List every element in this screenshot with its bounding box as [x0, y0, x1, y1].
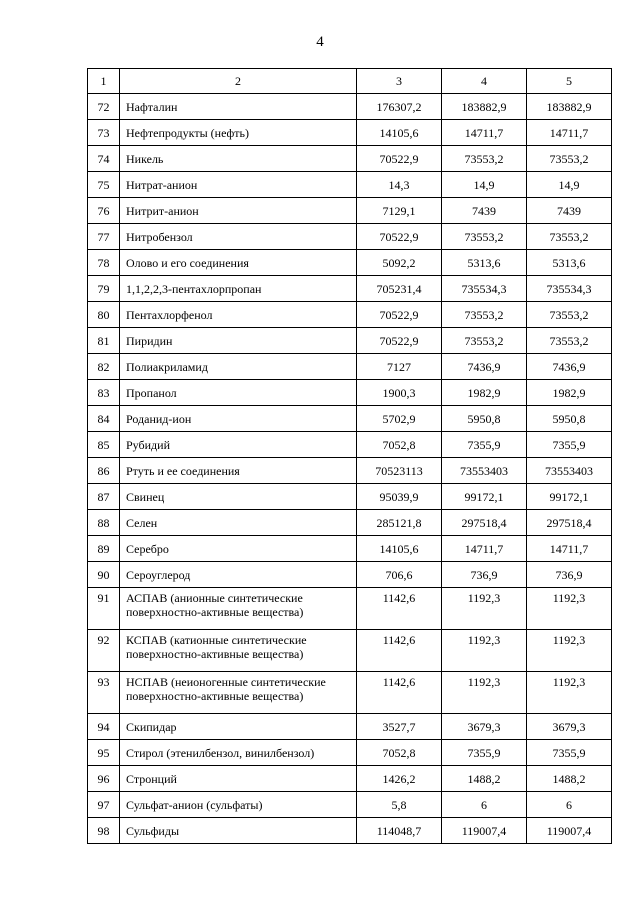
substance-name: Олово и его соединения: [120, 250, 357, 276]
substance-name: Сульфат-анион (сульфаты): [120, 792, 357, 818]
table-row: [88, 630, 612, 672]
value-col5: 14,9: [527, 172, 612, 198]
value-col3: 70522,9: [357, 302, 442, 328]
value-col4: 5313,6: [442, 250, 527, 276]
substance-name: Стронций: [120, 766, 357, 792]
value-col3: 1142,6: [357, 630, 442, 672]
value-col5: 7436,9: [527, 354, 612, 380]
row-number: 89: [88, 536, 120, 562]
value-col4: 1192,3: [442, 630, 527, 672]
value-col3: 176307,2: [357, 94, 442, 120]
substance-name: Полиакриламид: [120, 354, 357, 380]
table-row: [88, 276, 612, 302]
value-col3: 114048,7: [357, 818, 442, 844]
value-col4: 735534,3: [442, 276, 527, 302]
substance-name: Нафталин: [120, 94, 357, 120]
row-number: 82: [88, 354, 120, 380]
row-number: 85: [88, 432, 120, 458]
header-cell-1: 1: [88, 69, 120, 94]
substance-name: Нитрат-анион: [120, 172, 357, 198]
header-cell-4: 4: [442, 69, 527, 94]
substance-name: НСПАВ (неионогенные синтетические поверхностно-активные вещества): [120, 672, 357, 714]
row-number: 95: [88, 740, 120, 766]
value-col5: 99172,1: [527, 484, 612, 510]
value-col4: 3679,3: [442, 714, 527, 740]
value-col3: 7052,8: [357, 740, 442, 766]
row-number: 77: [88, 224, 120, 250]
substance-name: Стирол (этенилбензол, винилбензол): [120, 740, 357, 766]
value-col5: 5950,8: [527, 406, 612, 432]
row-number: 73: [88, 120, 120, 146]
header-cell-3: 3: [357, 69, 442, 94]
table-row: [88, 766, 612, 792]
value-col5: 119007,4: [527, 818, 612, 844]
value-col4: 6: [442, 792, 527, 818]
table-row: [88, 172, 612, 198]
table-row: [88, 94, 612, 120]
value-col3: 70523113: [357, 458, 442, 484]
value-col5: 1488,2: [527, 766, 612, 792]
substance-name: Нитрит-анион: [120, 198, 357, 224]
substance-name: Пиридин: [120, 328, 357, 354]
value-col5: 14711,7: [527, 536, 612, 562]
value-col3: 95039,9: [357, 484, 442, 510]
value-col3: 5092,2: [357, 250, 442, 276]
value-col5: 1192,3: [527, 588, 612, 630]
row-number: 76: [88, 198, 120, 224]
substance-name: Ртуть и ее соединения: [120, 458, 357, 484]
value-col3: 7052,8: [357, 432, 442, 458]
value-col4: 99172,1: [442, 484, 527, 510]
value-col5: 297518,4: [527, 510, 612, 536]
pollutant-table: [87, 68, 612, 844]
row-number: 81: [88, 328, 120, 354]
table-body: [88, 69, 612, 844]
value-col5: 736,9: [527, 562, 612, 588]
value-col3: 14105,6: [357, 120, 442, 146]
value-col5: 73553,2: [527, 146, 612, 172]
table-row: [88, 224, 612, 250]
value-col5: 73553,2: [527, 328, 612, 354]
value-col3: 1142,6: [357, 672, 442, 714]
value-col5: 7439: [527, 198, 612, 224]
value-col5: 3679,3: [527, 714, 612, 740]
row-number: 74: [88, 146, 120, 172]
table-row: [88, 406, 612, 432]
row-number: 87: [88, 484, 120, 510]
value-col5: 1192,3: [527, 672, 612, 714]
value-col4: 73553,2: [442, 146, 527, 172]
table-row: [88, 484, 612, 510]
value-col5: 1192,3: [527, 630, 612, 672]
value-col5: 6: [527, 792, 612, 818]
substance-name: Нитробензол: [120, 224, 357, 250]
row-number: 72: [88, 94, 120, 120]
table-row: [88, 380, 612, 406]
substance-name: КСПАВ (катионные синтетические поверхностно-активные вещества): [120, 630, 357, 672]
table-row: [88, 458, 612, 484]
table-row: [88, 792, 612, 818]
table-row: [88, 536, 612, 562]
table-row: [88, 328, 612, 354]
table-row: [88, 432, 612, 458]
value-col4: 183882,9: [442, 94, 527, 120]
value-col3: 7127: [357, 354, 442, 380]
row-number: 90: [88, 562, 120, 588]
table-row: [88, 818, 612, 844]
substance-name: Скипидар: [120, 714, 357, 740]
value-col3: 70522,9: [357, 224, 442, 250]
table-row: [88, 250, 612, 276]
row-number: 97: [88, 792, 120, 818]
substance-name: Свинец: [120, 484, 357, 510]
substance-name: Сероуглерод: [120, 562, 357, 588]
row-number: 96: [88, 766, 120, 792]
table-row: [88, 198, 612, 224]
value-col4: 1192,3: [442, 672, 527, 714]
value-col5: 73553403: [527, 458, 612, 484]
value-col4: 14711,7: [442, 120, 527, 146]
value-col3: 705231,4: [357, 276, 442, 302]
table-row: [88, 302, 612, 328]
value-col4: 1192,3: [442, 588, 527, 630]
value-col5: 7355,9: [527, 740, 612, 766]
value-col5: 7355,9: [527, 432, 612, 458]
value-col4: 14711,7: [442, 536, 527, 562]
value-col4: 14,9: [442, 172, 527, 198]
value-col3: 70522,9: [357, 146, 442, 172]
value-col3: 285121,8: [357, 510, 442, 536]
value-col4: 1982,9: [442, 380, 527, 406]
table-row: [88, 588, 612, 630]
value-col3: 1900,3: [357, 380, 442, 406]
value-col4: 1488,2: [442, 766, 527, 792]
substance-name: АСПАВ (анионные синтетические поверхностно-активные вещества): [120, 588, 357, 630]
row-number: 75: [88, 172, 120, 198]
value-col3: 706,6: [357, 562, 442, 588]
value-col5: 73553,2: [527, 302, 612, 328]
table-row: [88, 714, 612, 740]
value-col5: 73553,2: [527, 224, 612, 250]
value-col5: 735534,3: [527, 276, 612, 302]
value-col4: 73553403: [442, 458, 527, 484]
table-row: [88, 120, 612, 146]
substance-name: Сульфиды: [120, 818, 357, 844]
substance-name: Роданид-ион: [120, 406, 357, 432]
value-col3: 5702,9: [357, 406, 442, 432]
value-col4: 7355,9: [442, 432, 527, 458]
value-col3: 14105,6: [357, 536, 442, 562]
header-cell-5: 5: [527, 69, 612, 94]
value-col4: 119007,4: [442, 818, 527, 844]
value-col5: 1982,9: [527, 380, 612, 406]
table-row: [88, 740, 612, 766]
value-col5: 14711,7: [527, 120, 612, 146]
value-col3: 7129,1: [357, 198, 442, 224]
substance-name: Пропанол: [120, 380, 357, 406]
value-col4: 73553,2: [442, 224, 527, 250]
value-col4: 7439: [442, 198, 527, 224]
value-col5: 5313,6: [527, 250, 612, 276]
value-col4: 7436,9: [442, 354, 527, 380]
row-number: 79: [88, 276, 120, 302]
substance-name: 1,1,2,2,3-пентахлорпропан: [120, 276, 357, 302]
row-number: 84: [88, 406, 120, 432]
row-number: 94: [88, 714, 120, 740]
value-col3: 70522,9: [357, 328, 442, 354]
value-col4: 73553,2: [442, 328, 527, 354]
row-number: 80: [88, 302, 120, 328]
value-col3: 5,8: [357, 792, 442, 818]
row-number: 91: [88, 588, 120, 630]
substance-name: Нефтепродукты (нефть): [120, 120, 357, 146]
value-col4: 297518,4: [442, 510, 527, 536]
row-number: 93: [88, 672, 120, 714]
substance-name: Серебро: [120, 536, 357, 562]
substance-name: Пентахлорфенол: [120, 302, 357, 328]
row-number: 78: [88, 250, 120, 276]
value-col4: 73553,2: [442, 302, 527, 328]
row-number: 92: [88, 630, 120, 672]
value-col5: 183882,9: [527, 94, 612, 120]
table-row: [88, 354, 612, 380]
table-row: [88, 562, 612, 588]
row-number: 83: [88, 380, 120, 406]
header-row: [88, 69, 612, 94]
substance-name: Рубидий: [120, 432, 357, 458]
row-number: 98: [88, 818, 120, 844]
table-row: [88, 510, 612, 536]
row-number: 88: [88, 510, 120, 536]
value-col4: 736,9: [442, 562, 527, 588]
substance-name: Селен: [120, 510, 357, 536]
value-col3: 1142,6: [357, 588, 442, 630]
value-col4: 7355,9: [442, 740, 527, 766]
value-col4: 5950,8: [442, 406, 527, 432]
table-row: [88, 146, 612, 172]
value-col3: 3527,7: [357, 714, 442, 740]
substance-name: Никель: [120, 146, 357, 172]
row-number: 86: [88, 458, 120, 484]
value-col3: 1426,2: [357, 766, 442, 792]
value-col3: 14,3: [357, 172, 442, 198]
table-row: [88, 672, 612, 714]
page-number: 4: [316, 34, 324, 50]
header-cell-2: 2: [120, 69, 357, 94]
